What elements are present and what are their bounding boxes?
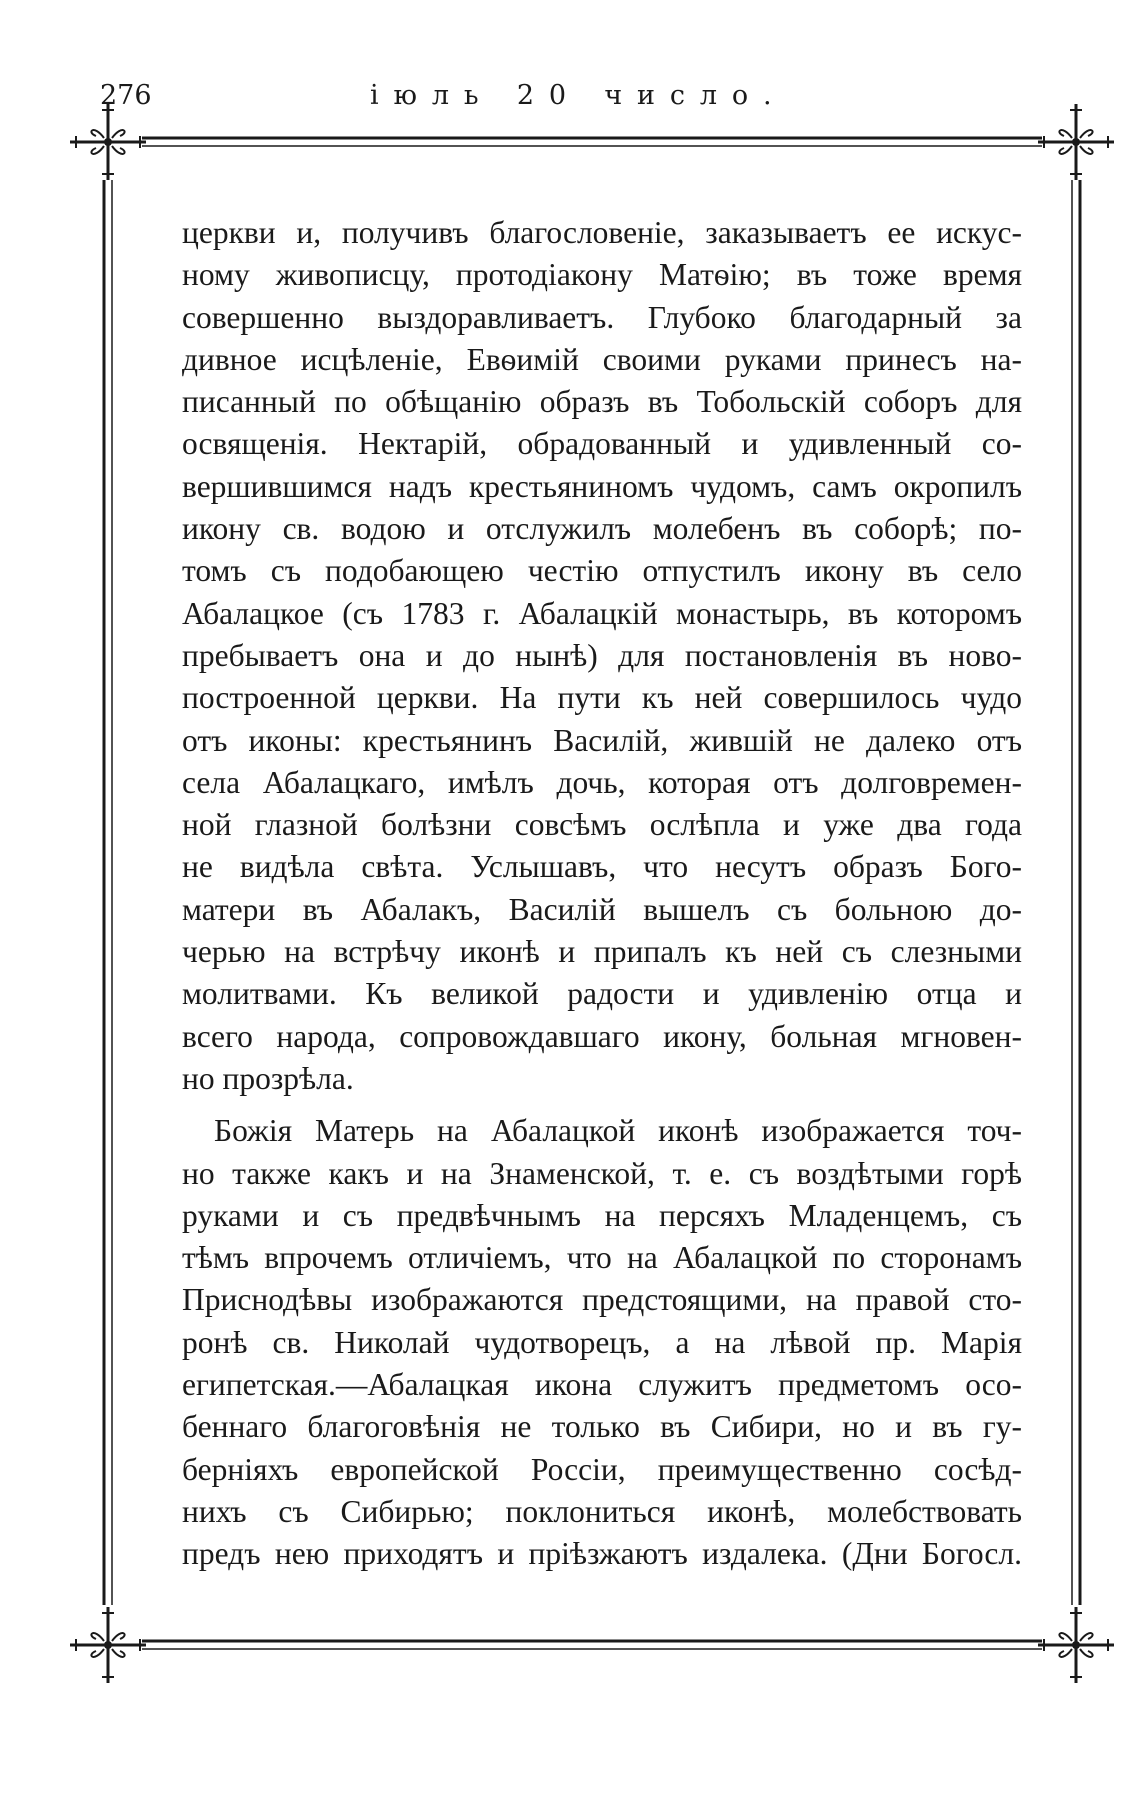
text-line: тѣмъ впрочемъ отличіемъ, что на Абалацкой по сторонамъ [182,1240,1022,1276]
cross-flourish-icon [70,104,146,180]
text-line: села Абалацкаго, имѣлъ дочь, которая отъ долговремен- [182,764,1022,800]
text-line: но прозрѣла. [182,1060,354,1096]
text-line: берніяхъ европейской Россіи, преимущественно сосѣд- [182,1451,1022,1487]
text-line: писанный по обѣщанію образъ въ Тобольскій соборъ для [182,384,1022,420]
text-line: нихъ съ Сибирью; поклониться иконѣ, молебствовать [182,1493,1022,1529]
body-text [182,212,1022,1576]
text-line: ному живописцу, протодіакону Матѳію; въ тоже время [182,257,1022,293]
text-line: отъ иконы: крестьянинъ Василій, жившій не далеко отъ [182,722,1022,758]
text-line: совершенно выздоравливаетъ. Глубоко благодарный за [182,299,1022,335]
text-line: освященія. Нектарій, обрадованный и удивленный со- [182,426,1022,462]
text-line: матери въ Абалакъ, Василій вышелъ съ больною до- [182,891,1022,927]
text-line: церкви и, получивъ благословеніе, заказываетъ ее искус- [182,215,1022,250]
text-line: пребываетъ она и до нынѣ) для постановленія въ ново- [182,637,1022,673]
text-line: черью на встрѣчу иконѣ и припалъ къ ней съ слезными [182,934,1022,970]
paragraph [182,212,1022,1100]
text-line: томъ съ подобающею честію отпустилъ икону въ село [182,553,1022,589]
cross-flourish-icon [1038,104,1114,180]
cross-flourish-icon [70,1607,146,1683]
text-line: но также какъ и на Знаменской, т. е. съ воздѣтыми горѣ [182,1155,1022,1191]
text-line: Приснодѣвы изображаются предстоящими, на правой сто- [182,1282,1022,1318]
text-line: не видѣла свѣта. Услышавъ, что несутъ образъ Бого- [182,849,1022,885]
cross-flourish-icon [1038,1607,1114,1683]
text-line: руками и съ предвѣчнымъ на персяхъ Младенцемъ, съ [182,1197,1022,1233]
text-line: Божія Матерь на Абалацкой иконѣ изображается точ- [214,1113,1022,1149]
text-line: молитвами. Къ великой радости и удивленію отца и [182,976,1022,1012]
text-line: дивное исцѣленіе, Евѳимій своими руками принесъ на- [182,341,1022,377]
text-line: всего народа, сопровождавшаго икону, больная мгновен- [182,1018,1022,1054]
text-line: предъ нею приходятъ и пріѣзжаютъ издалека. (Дни Богосл. [182,1536,1022,1572]
page-number: 276 [100,80,152,111]
text-line: ронѣ св. Николай чудотворецъ, а на лѣвой пр. Марія [182,1324,1022,1360]
text-line: вершившимся надъ крестьяниномъ чудомъ, самъ окропилъ [182,468,1022,504]
text-line: египетская.—Абалацкая икона служитъ предметомъ осо- [182,1367,1022,1403]
text-line: построенной церкви. На пути къ ней совершилось чудо [182,680,1022,716]
text-line: ной глазной болѣзни совсѣмъ ослѣпла и уже два года [182,807,1022,843]
text-line: икону св. водою и отслужилъ молебенъ въ соборѣ; по- [182,511,1022,547]
text-line: Абалацкое (съ 1783 г. Абалацкій монастырь, въ которомъ [182,595,1022,631]
text-line: беннаго благоговѣнія не только въ Сибири, но и въ гу- [182,1409,1022,1445]
running-header: іюль 20 число. [370,80,787,111]
paragraph [182,1110,1022,1575]
